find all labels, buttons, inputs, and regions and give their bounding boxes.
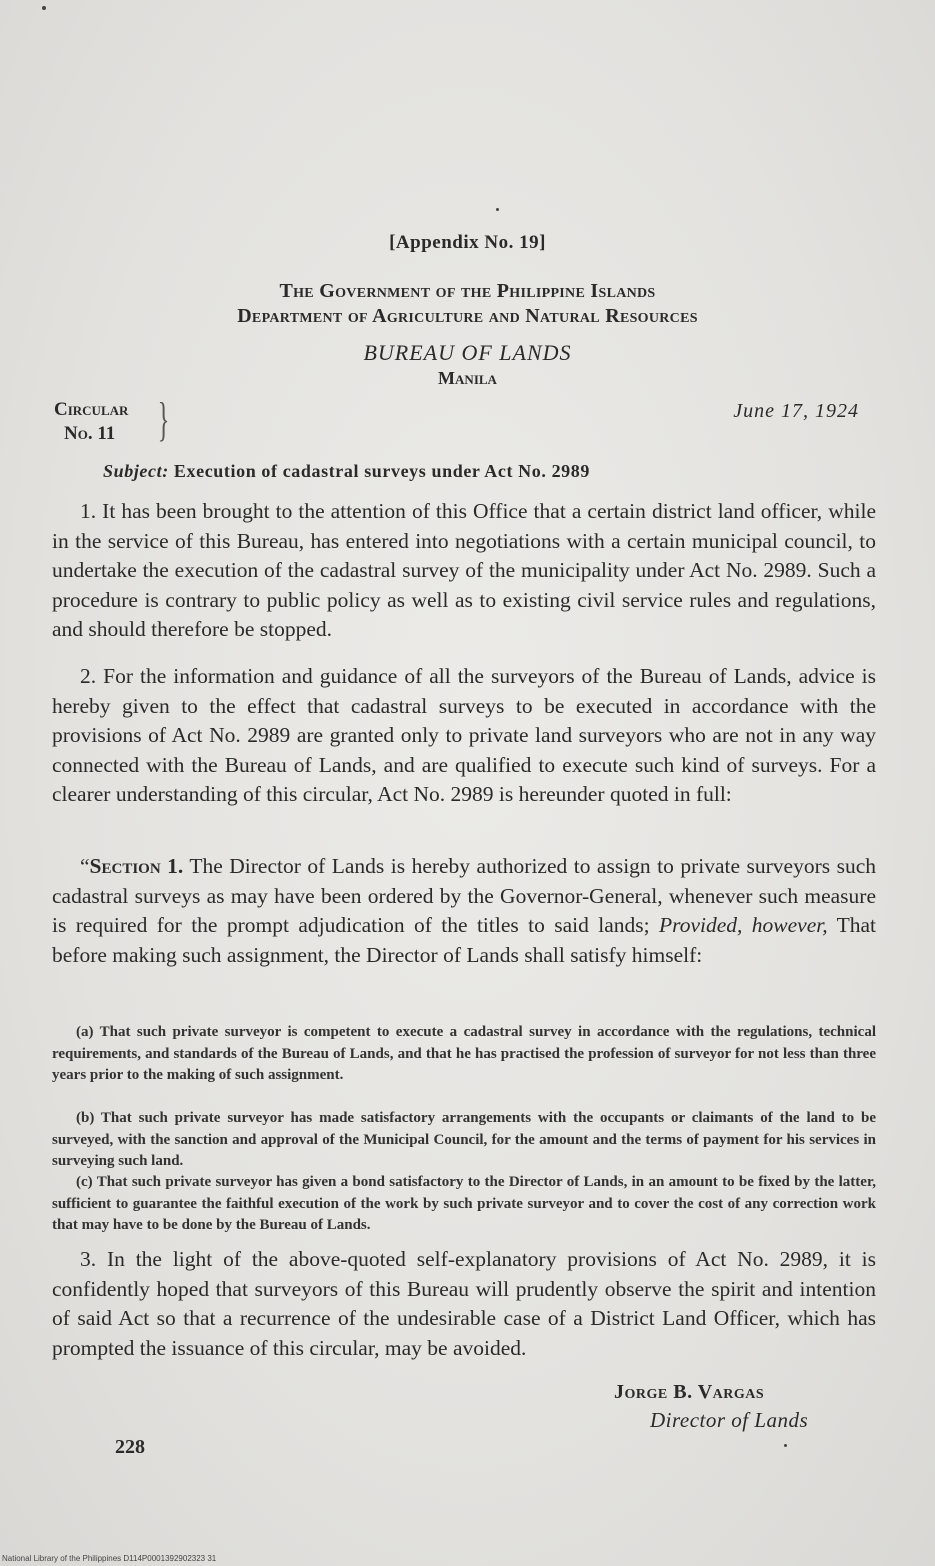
subject-label: Subject: (103, 461, 169, 481)
subject-text: Execution of cadastral surveys under Act No. 2989 (173, 461, 590, 481)
circular-number: No. 11 (64, 423, 116, 444)
paragraph-section-1 (52, 852, 876, 970)
subject-line (103, 461, 590, 482)
paragraph-2: 2. For the information and guidance of all the surveyors of the Bureau of Lands, advice is hereby given to the effect that cadastral surveys to be executed in accordance with the provisions of Act No. 2989 are granted only to private land surveyors who are not in any way connected with the Bureau of Lands, and are qualified to execute such kind of surveys. For a clearer understanding of this circular, Act No. 2989 is hereunder quoted in full: (52, 664, 876, 806)
government-heading: The Government of the Philippine Islands (279, 280, 656, 302)
library-footer: National Library of the Philippines D114P0001392902323 31 (2, 1554, 217, 1563)
circular-number-block (54, 398, 128, 446)
section-text-b: That before making such assignment, the Director of Lands shall satisfy himself: (52, 913, 877, 967)
section-label: Section 1. (89, 854, 184, 878)
clause-b: (b) That such private surveyor has made satisfactory arrangements with the occupants or claimants of the land to be surveyed, with the sanction and approval of the Municipal Council, for the amount and the terms of payment for his services in surveying such land. (52, 1110, 876, 1169)
paragraph-3: 3. In the light of the above-quoted self-explanatory provisions of Act No. 2989, it is confidently hoped that surveyors of this Bureau will prudently observe the spirit and intention of said Act so that a recurrence of the undesirable case of a District Land Officer, which has prompted the issuance of this circular, may be avoided. (52, 1247, 876, 1360)
page-number: 228 (115, 1436, 145, 1458)
speck (496, 208, 499, 211)
speck (784, 1444, 787, 1447)
bureau-heading: BUREAU OF LANDS (363, 340, 572, 365)
brace-glyph: } (157, 393, 170, 446)
clause-a: (a) That such private surveyor is competent to execute a cadastral survey in accordance with the regulations, technical requirements, and standards of the Bureau of Lands, and that he has practised the profession of surveyor for not less than three years prior to the making of such assignment. (52, 1024, 876, 1083)
city-heading: Manila (438, 368, 497, 388)
signatory-title: Director of Lands (650, 1408, 809, 1432)
department-heading: Department of Agriculture and Natural Resources (237, 305, 698, 327)
paragraph-1: 1. It has been brought to the attention of this Office that a certain district land officer, while in the service of this Bureau, has entered into negotiations with a certain municipal council, to undertake the execution of the cadastral survey of the municipality under Act No. 2989. Such a procedure is contrary to public policy as well as to existing civil service rules and regulations, and should therefore be stopped. (52, 499, 876, 641)
clause-c: (c) That such private surveyor has given a bond satisfactory to the Director of Lands, in an amount to be fixed by the latter, sufficient to guarantee the faithful execution of the work by such private surveyor and to cover the cost of any correction work that may have to be done by the Bureau of Lands. (52, 1174, 876, 1233)
section-text-a: The Director of Lands is hereby authorized to assign to private surveyors such cadastral surveys as may have been ordered by the Governor-General, whenever such measure is required for the prompt adjudication of the titles to said lands; (52, 854, 876, 937)
speck (42, 6, 46, 10)
circular-label: Circular (54, 399, 129, 420)
signatory-name: Jorge B. Vargas (614, 1381, 765, 1403)
open-quote: “ (80, 854, 90, 878)
appendix-label: [Appendix No. 19] (389, 232, 546, 253)
proviso-phrase: Provided, however, (659, 913, 828, 937)
circular-date: June 17, 1924 (733, 400, 859, 422)
